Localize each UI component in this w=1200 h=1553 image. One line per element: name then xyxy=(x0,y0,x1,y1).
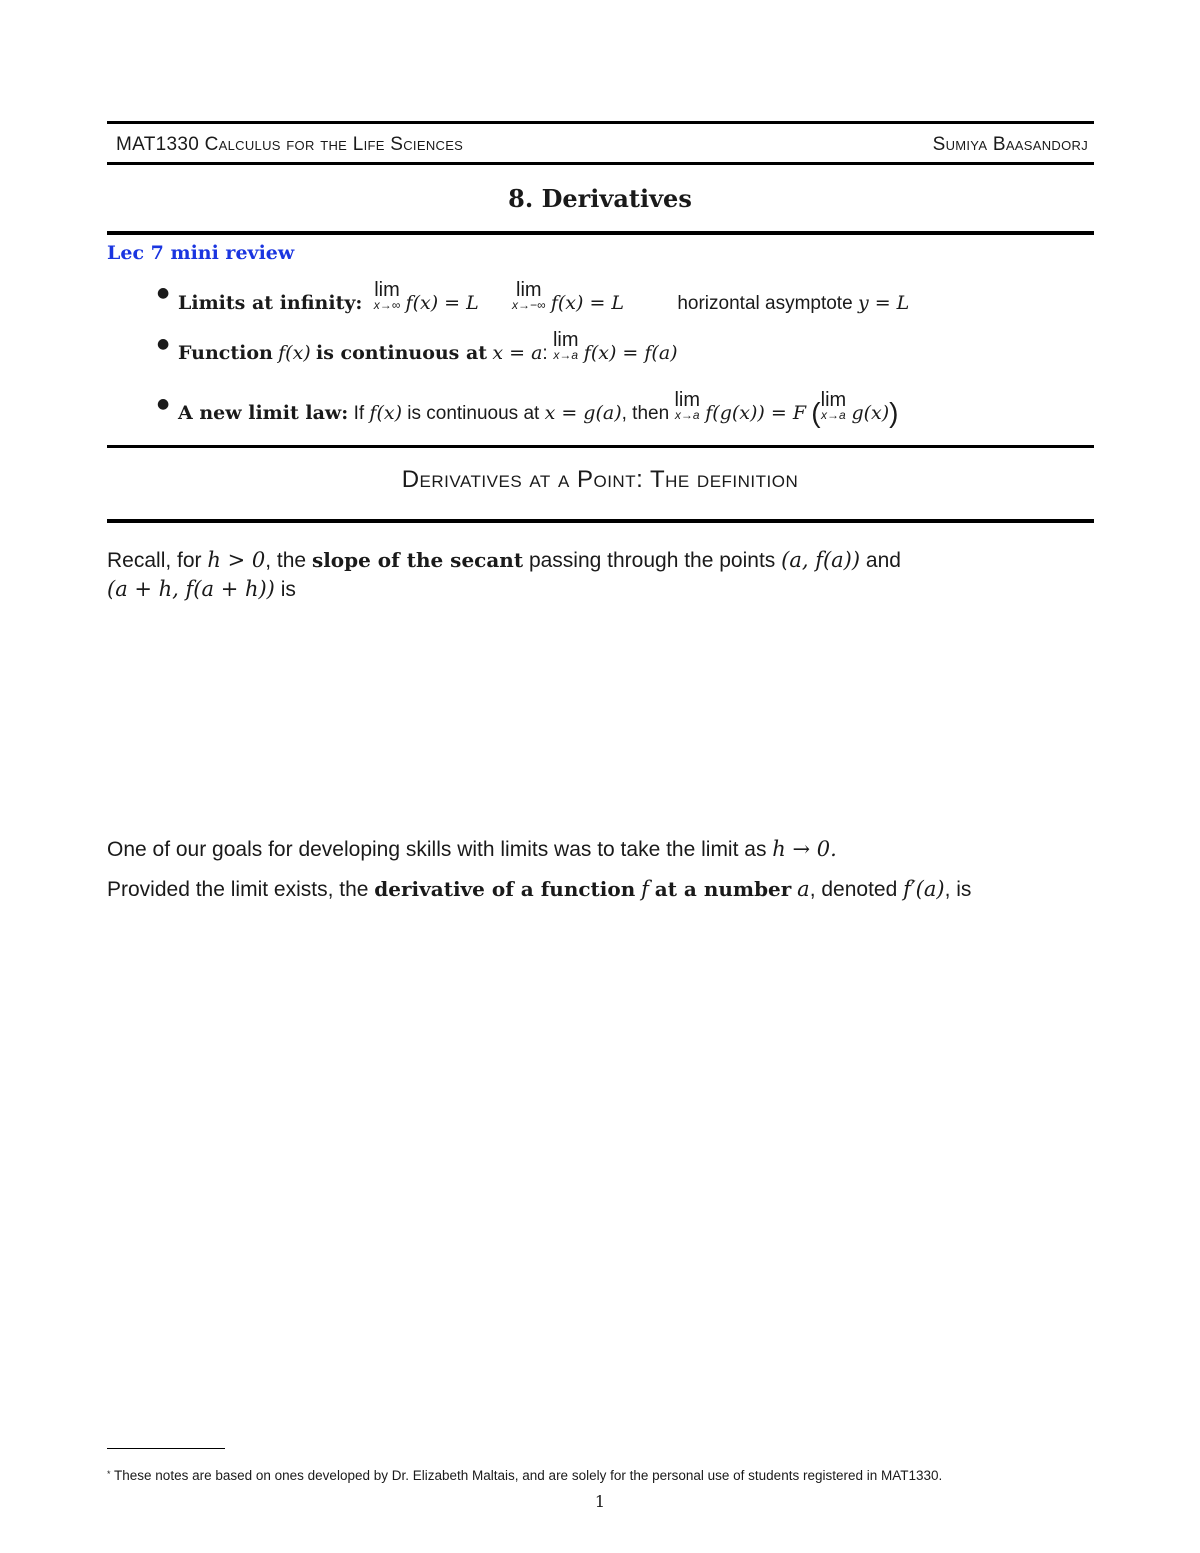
inline-math: f(x) xyxy=(278,342,311,364)
asymptote-text: horizontal asymptote xyxy=(677,293,853,314)
limit-operator: lim x→∞ xyxy=(373,279,401,312)
limit-operator: lim x→−∞ xyxy=(512,279,546,312)
author-name: Sumiya Baasandorj xyxy=(932,134,1088,155)
big-paren-open: ( xyxy=(811,397,821,428)
review-bottom-rule xyxy=(107,445,1094,448)
header-top-rule xyxy=(107,121,1094,124)
limit-expression: f(x) = L xyxy=(550,292,625,314)
limit-expression: f(x) = f(a) xyxy=(583,342,678,364)
review-heading: Lec 7 mini review xyxy=(107,242,295,264)
limit-expression: g(x) xyxy=(851,402,890,424)
limit-expression: f(g(x)) = F xyxy=(705,402,807,424)
bullet-dot: ● xyxy=(157,396,170,412)
course-title: MAT1330 Calculus for the Life Sciences xyxy=(116,134,464,155)
review-item-limit-law xyxy=(178,390,898,429)
page-title: 8. Derivatives xyxy=(508,184,692,213)
asymptote-math: y = L xyxy=(857,292,910,314)
item-text: , then xyxy=(621,403,670,424)
item-label: A new limit law: xyxy=(178,402,349,424)
item-label: Limits at infinity: xyxy=(178,292,363,314)
footnote-rule xyxy=(107,1448,225,1449)
item-label: Function xyxy=(178,342,273,364)
recall-paragraph: Recall, for h > 0, the slope of the secant passing through the points (a, f(a)) and (a + h, f(a + h)) is xyxy=(107,548,901,601)
header-bottom-rule xyxy=(107,162,1094,165)
title-rule xyxy=(107,231,1094,235)
review-item-continuity xyxy=(178,330,678,365)
page-number: 1 xyxy=(594,1492,606,1511)
limit-expression: f(x) = L xyxy=(405,292,479,314)
inline-math: f(x) xyxy=(369,402,402,424)
footnote-marker: * xyxy=(107,1469,111,1479)
item-text: is continuous at xyxy=(407,403,540,424)
colon: : xyxy=(542,343,548,364)
limit-operator: lim x→a xyxy=(820,389,847,422)
bullet-dot: ● xyxy=(157,285,170,301)
section-rule xyxy=(107,519,1094,523)
limit-operator: lim x→a xyxy=(552,329,579,362)
bullet-dot: ● xyxy=(157,336,170,352)
limit-operator: lim x→a xyxy=(674,389,700,422)
review-item-limits-infinity xyxy=(178,280,909,315)
item-label: is continuous at xyxy=(315,342,488,364)
definition-paragraph: Provided the limit exists, the derivative of a function f at a number a, denoted f′(a), is xyxy=(107,877,972,901)
section-heading: Derivatives at a Point: The definition xyxy=(401,466,799,493)
item-text: If xyxy=(353,403,365,424)
footnote-text: These notes are based on ones developed by Dr. Elizabeth Maltais, and are solely for the personal use of students registered in MAT1330. xyxy=(114,1468,943,1483)
inline-math: x = g(a) xyxy=(544,402,622,424)
inline-math: x = a xyxy=(492,342,543,364)
goal-paragraph: One of our goals for developing skills with limits was to take the limit as h → 0. xyxy=(107,837,837,861)
footnote xyxy=(107,1468,942,1483)
big-paren-close: ) xyxy=(889,397,899,428)
